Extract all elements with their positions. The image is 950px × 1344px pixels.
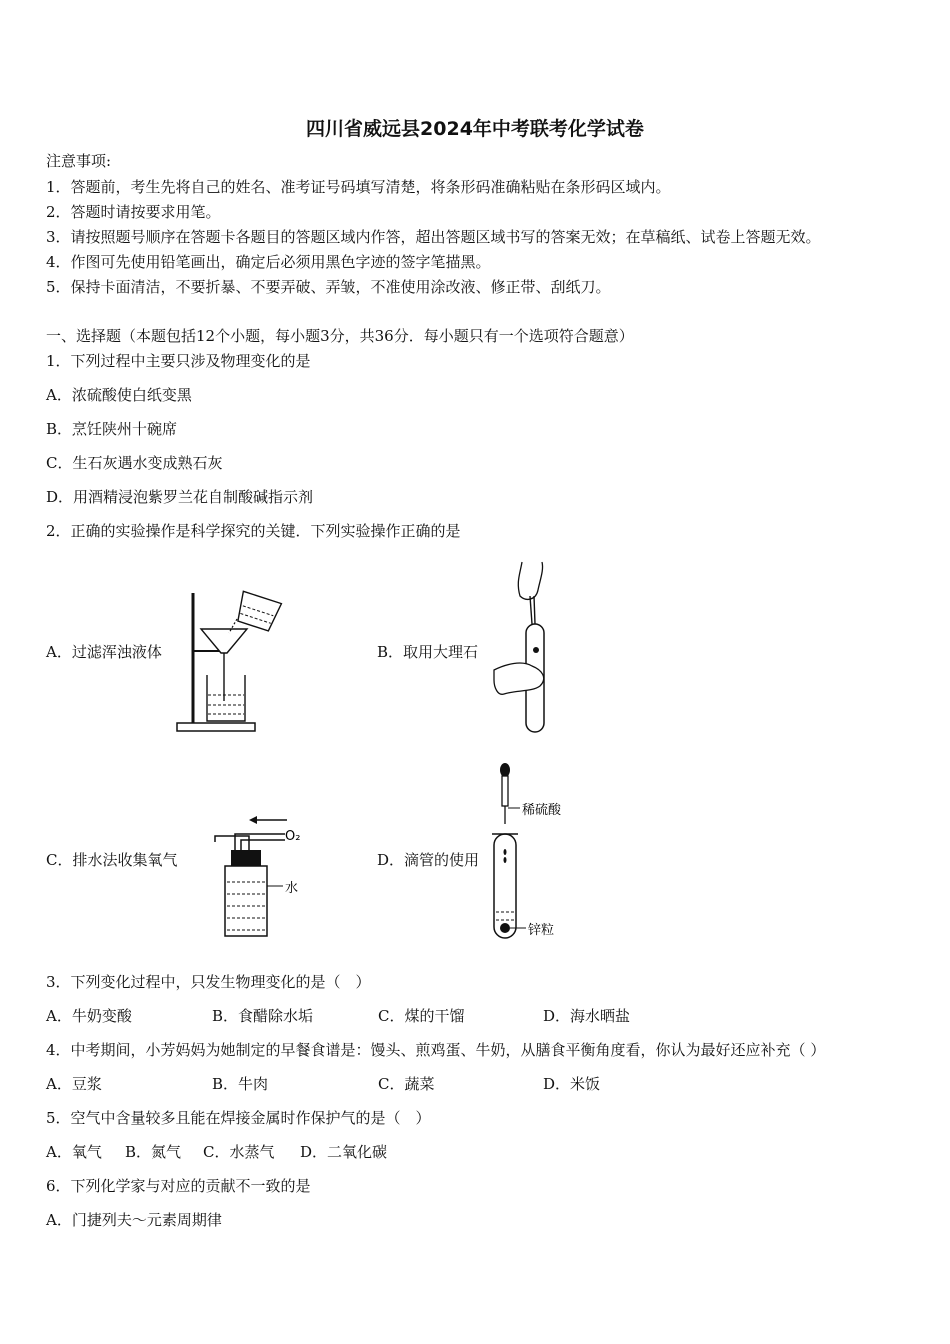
- dropper-figure: [490, 762, 575, 942]
- acid-label: 稀硫酸: [522, 803, 562, 818]
- option: A．过滤浑浊液体: [46, 643, 162, 661]
- option: B．烹饪陕州十碗席: [46, 420, 178, 438]
- option: C．水蒸气: [203, 1143, 275, 1161]
- notice-item: 1．答题前，考生先将自己的姓名、准考证号码填写清楚，将条形码准确粘贴在条形码区域内。: [46, 178, 671, 196]
- oxygen-collection-figure: [205, 812, 315, 940]
- notice-item: 3．请按照题号顺序在答题卡各题目的答题区域内作答，超出答题区域书写的答案无效；在草稿纸、试卷上答题无效。: [46, 228, 821, 246]
- option: B．取用大理石: [377, 643, 479, 661]
- option: D．用酒精浸泡紫罗兰花自制酸碱指示剂: [46, 488, 314, 506]
- notice-item: 4．作图可先使用铅笔画出，确定后必须用黑色字迹的签字笔描黑。: [46, 253, 491, 271]
- option: C．生石灰遇水变成熟石灰: [46, 454, 223, 472]
- zinc-label: 锌粒: [528, 923, 555, 938]
- marble-figure: [492, 560, 562, 735]
- option: B．氮气: [125, 1143, 182, 1161]
- section-heading: 一、选择题（本题包括12个小题，每小题3分，共36分．每小题只有一个选项符合题意）: [46, 327, 634, 345]
- option: D．海水晒盐: [543, 1007, 631, 1025]
- option: B．牛肉: [212, 1075, 269, 1093]
- o2-label: O₂: [285, 829, 301, 844]
- page-title: 四川省威远县2024年中考联考化学试卷: [306, 118, 644, 140]
- option: D．二氧化碳: [300, 1143, 388, 1161]
- notice-item: 2．答题时请按要求用笔。: [46, 203, 221, 221]
- notice-item: 5．保持卡面清洁，不要折暴、不要弄破、弄皱，不准使用涂改液、修正带、刮纸刀。: [46, 278, 611, 296]
- option: A．浓硫酸使白纸变黑: [46, 386, 192, 404]
- water-label: 水: [285, 881, 299, 896]
- question-stem: 2．正确的实验操作是科学探究的关键．下列实验操作正确的是: [46, 522, 461, 540]
- notice-heading: 注意事项:: [46, 152, 112, 170]
- option: C．排水法收集氧气: [46, 851, 178, 869]
- question-stem: 3．下列变化过程中，只发生物理变化的是（ ）: [46, 973, 371, 991]
- filtration-figure: [175, 583, 295, 735]
- question-stem: 4．中考期间，小芳妈妈为她制定的早餐食谱是：馒头、煎鸡蛋、牛奶，从膳食平衡角度看，你认为最好还应补充（ ）: [46, 1041, 826, 1059]
- option: D．米饭: [543, 1075, 601, 1093]
- question-stem: 5．空气中含量较多且能在焊接金属时作保护气的是（ ）: [46, 1109, 431, 1127]
- option: A．豆浆: [46, 1075, 102, 1093]
- option: C．煤的干馏: [378, 1007, 465, 1025]
- option: A．氧气: [46, 1143, 102, 1161]
- question-stem: 1．下列过程中主要只涉及物理变化的是: [46, 352, 311, 370]
- option: B．食醋除水垢: [212, 1007, 314, 1025]
- option: A．牛奶变酸: [46, 1007, 132, 1025]
- question-stem: 6．下列化学家与对应的贡献不一致的是: [46, 1177, 311, 1195]
- option: C．蔬菜: [378, 1075, 435, 1093]
- option: A．门捷列夫～元素周期律: [46, 1211, 222, 1229]
- option: D．滴管的使用: [377, 851, 480, 869]
